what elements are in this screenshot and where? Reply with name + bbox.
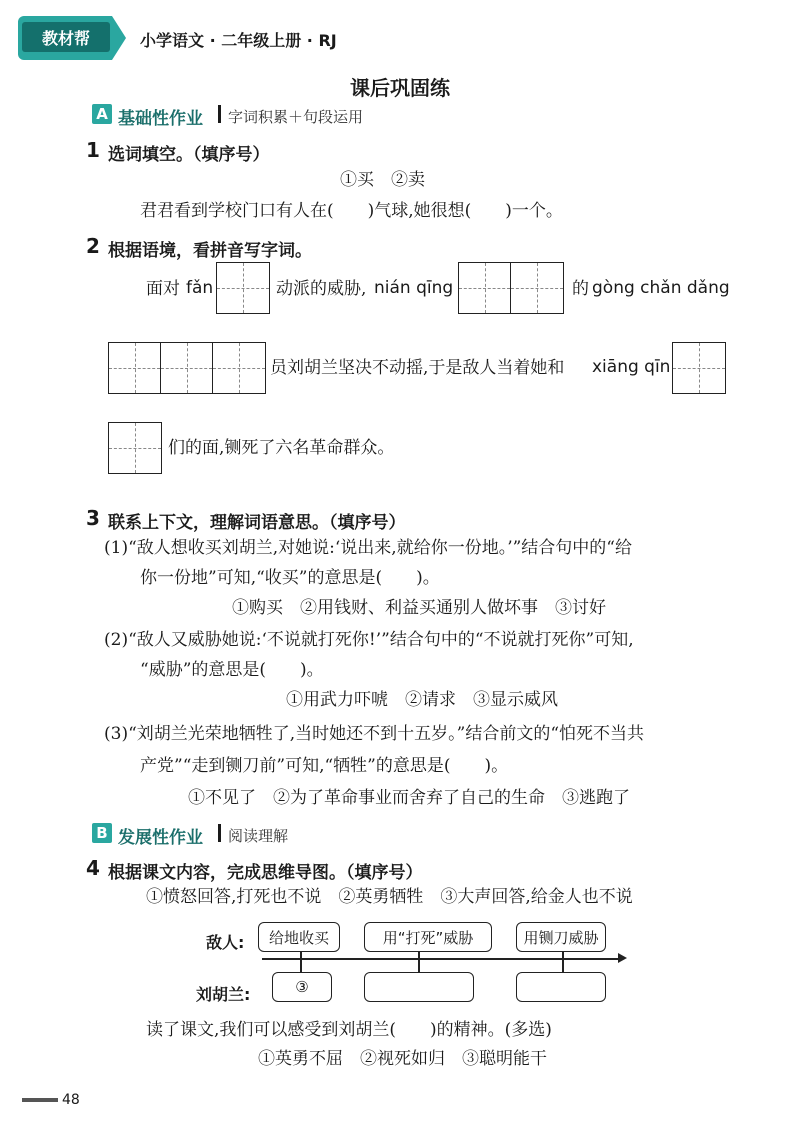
header-tag: 教材帮 [22, 22, 110, 52]
q2-number: 2 [86, 234, 100, 258]
q1-prompt: 选词填空。（填序号） [108, 145, 270, 165]
q2-grid-2[interactable] [458, 262, 564, 314]
footer-mark [22, 1098, 58, 1102]
q4-hu-box-3[interactable] [516, 972, 606, 1002]
q4-hu-box-1[interactable]: ③ [272, 972, 332, 1002]
section-a-divider [218, 105, 221, 123]
q2-l1-pinyin-1: fǎn [186, 278, 214, 298]
q3-p2-options: ①用武力吓唬 ②请求 ③显示威风 [286, 690, 558, 710]
q2-l2-text-a: 员刘胡兰坚决不动摇,于是敌人当着她和 [270, 358, 565, 378]
q3-p3-line2: 产党”“走到铡刀前”可知,“牺牲”的意思是( )。 [140, 756, 509, 776]
q2-prompt: 根据语境，看拼音写字词。 [108, 241, 312, 261]
q1-number: 1 [86, 138, 100, 162]
q3-p1-options: ①购买 ②用钱财、利益买通别人做坏事 ③讨好 [232, 598, 606, 618]
q2-grid-4[interactable] [672, 342, 726, 394]
q2-l3-text: 们的面,铡死了六名革命群众。 [168, 438, 395, 458]
header-subject: 小学语文 · 二年级上册 · RJ [140, 31, 337, 50]
q1-sentence: 君君看到学校门口有人在( )气球,她很想( )一个。 [140, 201, 563, 221]
q2-l1-pinyin-3: gòng chǎn dǎng [592, 278, 730, 298]
q3-p1-line1: (1)“敌人想收买刘胡兰,对她说:‘说出来,就给你一份地。’”结合句中的“给 [104, 538, 632, 558]
q4-enemy-box-3: 用铡刀威胁 [516, 922, 606, 952]
q4-enemy-box-2: 用“打死”威胁 [364, 922, 492, 952]
section-b-subtitle: 阅读理解 [228, 827, 289, 845]
q4-options: ①愤怒回答,打死也不说 ②英勇牺牲 ③大声回答,给金人也不说 [146, 887, 633, 907]
q4-timeline-arrow-icon [618, 953, 627, 963]
section-a-title: 基础性作业 [118, 109, 203, 129]
q2-l1-text-c: 的 [572, 279, 589, 299]
q2-grid-1[interactable] [216, 262, 270, 314]
q4-number: 4 [86, 856, 100, 880]
q2-grid-5[interactable] [108, 422, 162, 474]
q3-prompt: 联系上下文，理解词语意思。（填序号） [108, 513, 406, 533]
q4-hu-label: 刘胡兰: [196, 985, 251, 1004]
section-a-subtitle: 字词积累＋句段运用 [228, 108, 364, 126]
q3-p2-line2: “威胁”的意思是( )。 [140, 660, 324, 680]
q2-grid-3[interactable] [108, 342, 266, 394]
q3-p2-line1: (2)“敌人又威胁她说:‘不说就打死你!’”结合句中的“不说就打死你”可知, [104, 630, 634, 650]
section-b-title: 发展性作业 [118, 828, 203, 848]
section-a-badge: A [92, 104, 112, 124]
q4-hu-box-2[interactable] [364, 972, 474, 1002]
q2-l1-pinyin-2: nián qīng [374, 278, 454, 298]
section-b-badge: B [92, 823, 112, 843]
q2-l2-pinyin: xiāng qīn [592, 357, 671, 377]
q4-prompt: 根据课文内容，完成思维导图。（填序号） [108, 863, 423, 883]
q3-number: 3 [86, 506, 100, 530]
section-b-divider [218, 824, 221, 842]
q2-l1-text-b: 动派的威胁, [276, 279, 367, 299]
q2-l1-text-a: 面对 [146, 279, 180, 299]
q4-follow-up: 读了课文,我们可以感受到刘胡兰( )的精神。(多选) [146, 1020, 552, 1040]
q4-timeline [262, 958, 622, 960]
page-number: 48 [62, 1092, 80, 1108]
q1-options: ①买 ②卖 [340, 170, 425, 190]
q4-enemy-box-1: 给地收买 [258, 922, 340, 952]
q4-enemy-label: 敌人: [206, 933, 245, 952]
q3-p3-options: ①不见了 ②为了革命事业而舍弃了自己的生命 ③逃跑了 [188, 788, 630, 808]
page-title: 课后巩固练 [350, 76, 450, 100]
q3-p3-line1: (3)“刘胡兰光荣地牺牲了,当时她还不到十五岁。”结合前文的“怕死不当共 [104, 724, 645, 744]
q4-follow-options: ①英勇不屈 ②视死如归 ③聪明能干 [258, 1049, 547, 1069]
q3-p1-line2: 你一份地”可知,“收买”的意思是( )。 [140, 568, 440, 588]
